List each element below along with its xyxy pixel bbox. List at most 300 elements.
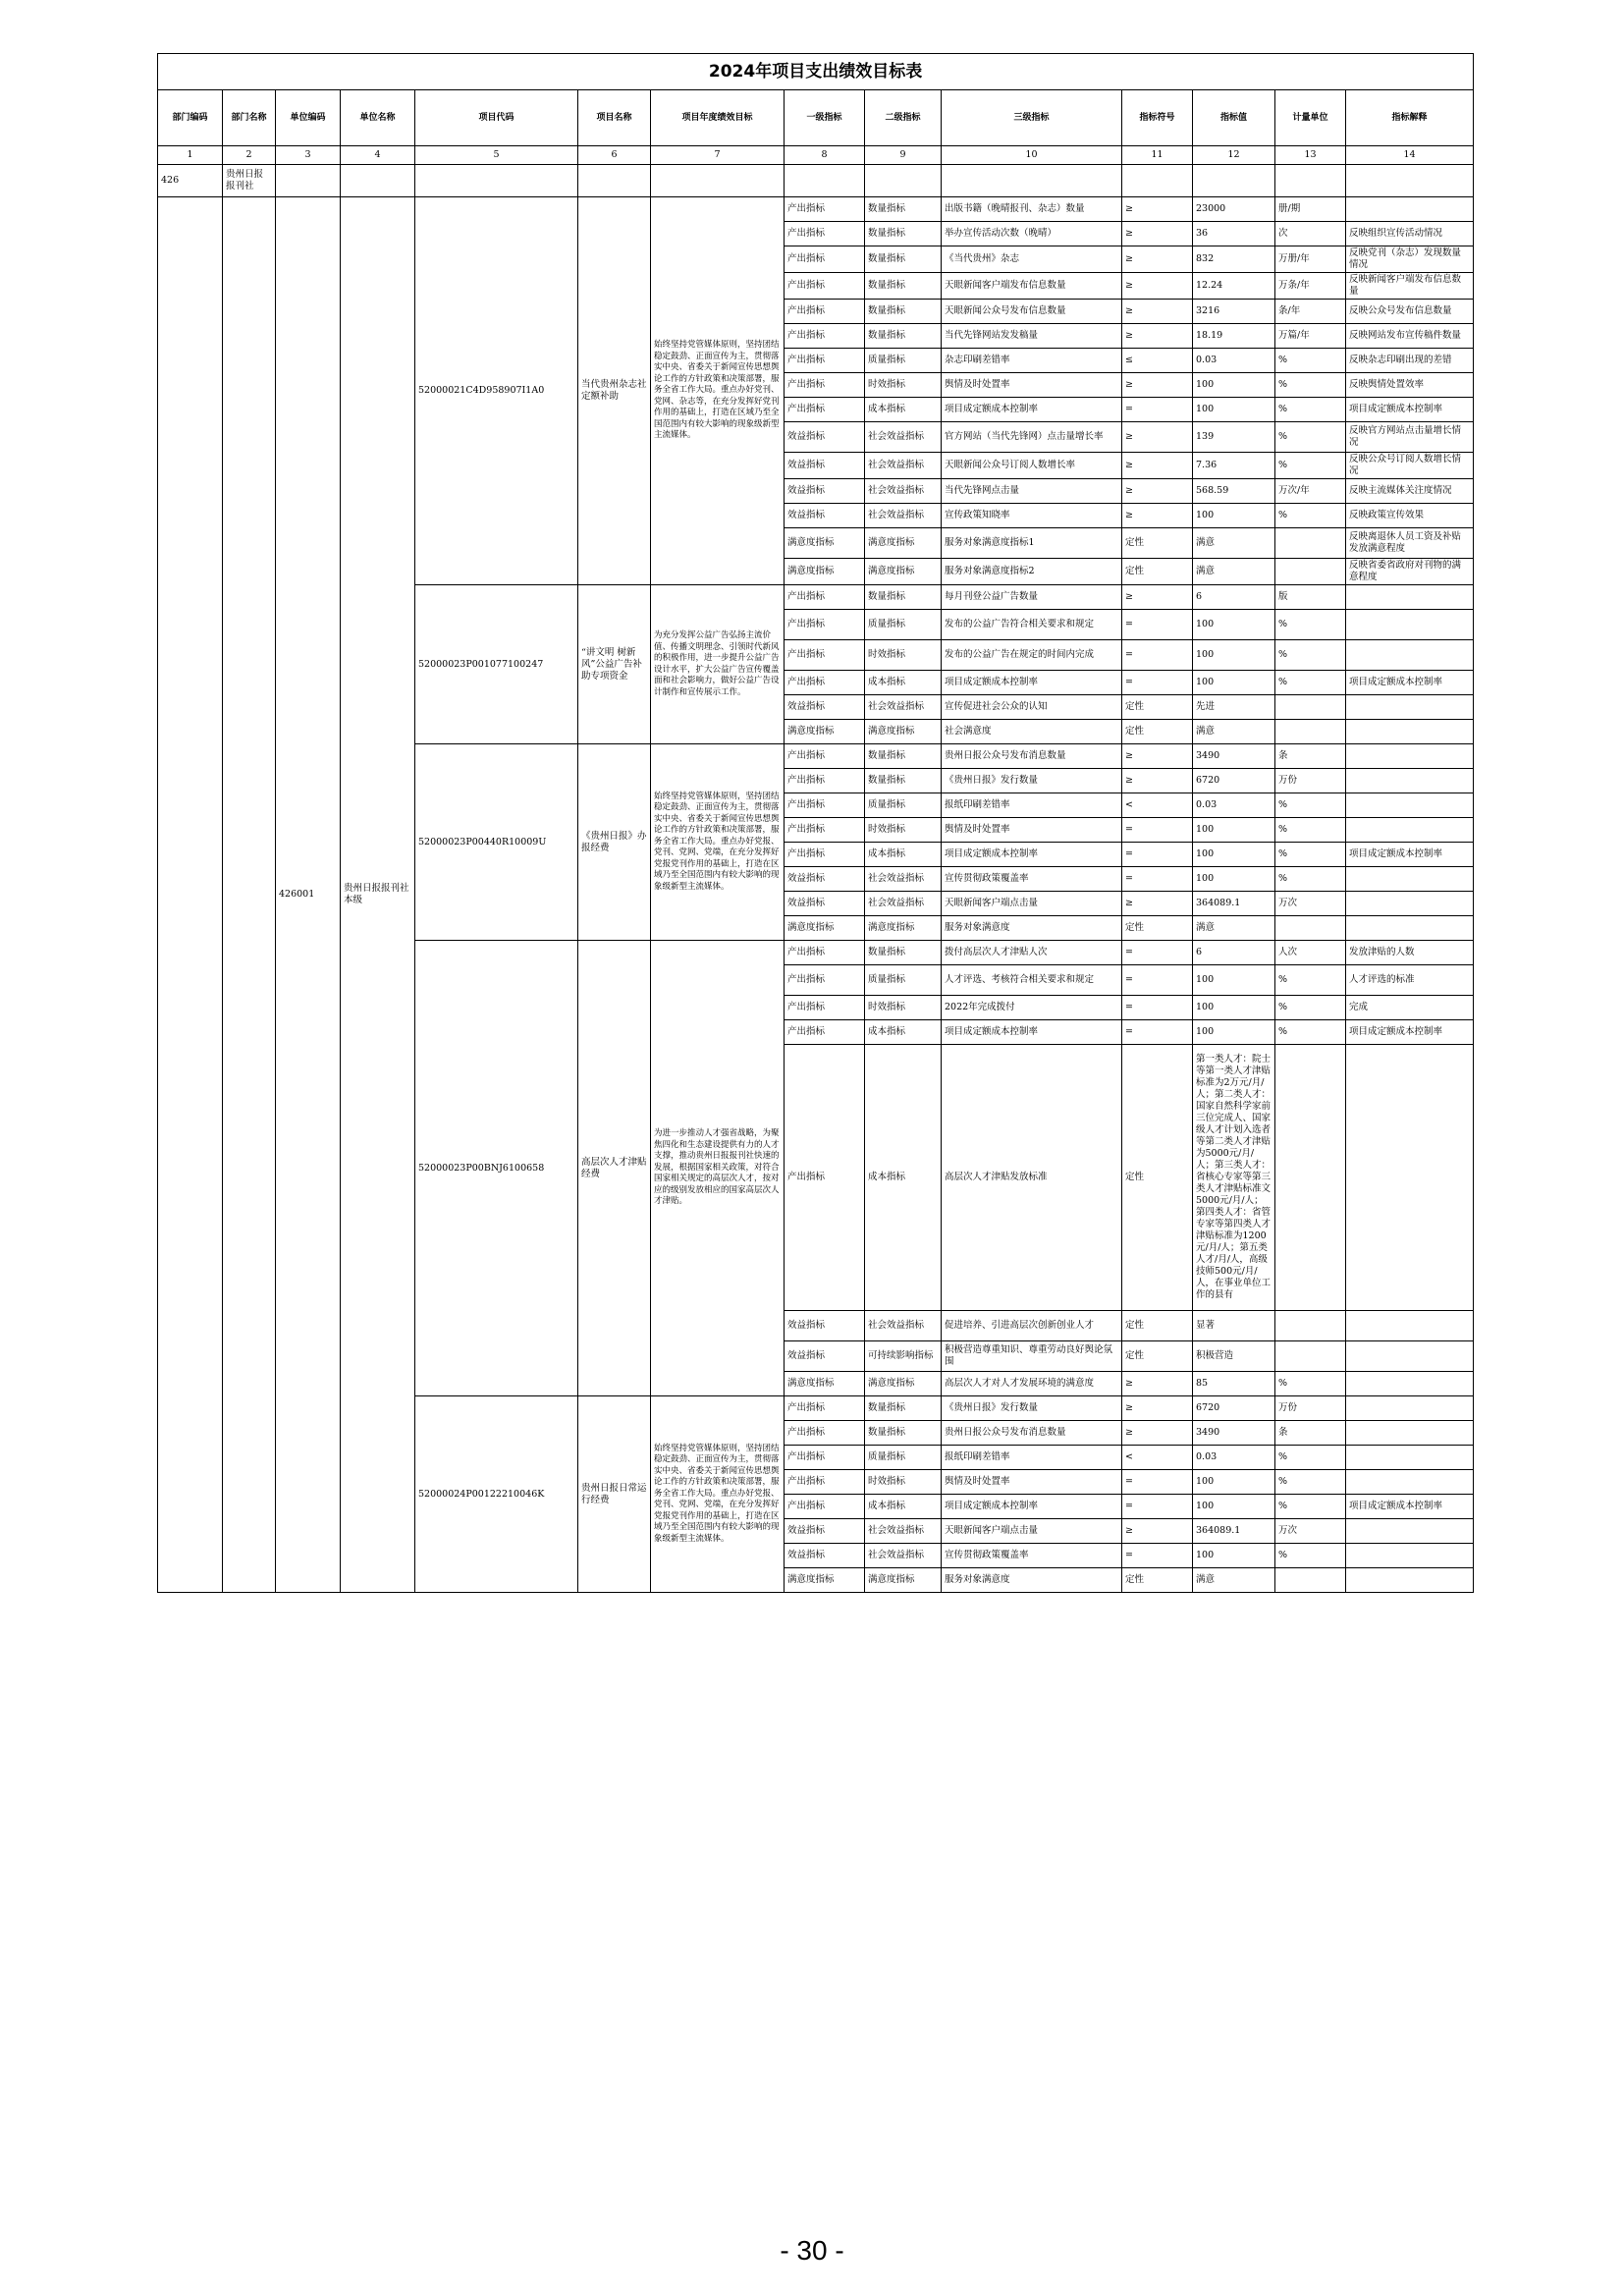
indicator-value: 568.59 bbox=[1193, 479, 1275, 504]
dept-name: 贵州日报报刊社 bbox=[223, 165, 276, 197]
indicator-level3: 贵州日报公众号发布消息数量 bbox=[942, 744, 1122, 769]
indicator-explanation bbox=[1346, 1568, 1474, 1593]
indicator-symbol: 定性 bbox=[1122, 720, 1193, 744]
indicator-level1: 产出指标 bbox=[785, 1020, 865, 1045]
indicator-level3: 当代先锋网点击量 bbox=[942, 479, 1122, 504]
header-cell: 指标符号 bbox=[1122, 90, 1193, 146]
indicator-explanation: 反映官方网站点击量增长情况 bbox=[1346, 422, 1474, 453]
indicator-level1: 产出指标 bbox=[785, 222, 865, 246]
column-number: 10 bbox=[942, 146, 1122, 165]
indicator-explanation bbox=[1346, 793, 1474, 818]
indicator-explanation: 反映杂志印刷出现的差错 bbox=[1346, 349, 1474, 373]
performance-target-table bbox=[157, 53, 1474, 1593]
indicator-symbol: = bbox=[1122, 1544, 1193, 1568]
indicator-level1: 产出指标 bbox=[785, 671, 865, 695]
indicator-unit: % bbox=[1275, 1020, 1346, 1045]
indicator-unit bbox=[1275, 1568, 1346, 1593]
indicator-level2: 数量指标 bbox=[865, 1421, 942, 1446]
indicator-value: 100 bbox=[1193, 818, 1275, 843]
indicator-level3: 拨付高层次人才津贴人次 bbox=[942, 941, 1122, 965]
indicator-symbol: ≥ bbox=[1122, 422, 1193, 453]
indicator-explanation: 项目成定额成本控制率 bbox=[1346, 671, 1474, 695]
indicator-level3: 出版书籍（晚晴报刊、杂志）数量 bbox=[942, 197, 1122, 222]
indicator-symbol: = bbox=[1122, 843, 1193, 867]
page-number: - 30 - bbox=[780, 2235, 844, 2266]
indicator-level1: 效益指标 bbox=[785, 1311, 865, 1341]
indicator-explanation: 完成 bbox=[1346, 996, 1474, 1020]
indicator-level1: 产出指标 bbox=[785, 941, 865, 965]
indicator-symbol: ≥ bbox=[1122, 246, 1193, 273]
indicator-level2: 社会效益指标 bbox=[865, 1544, 942, 1568]
indicator-explanation bbox=[1346, 769, 1474, 793]
indicator-level1: 效益指标 bbox=[785, 867, 865, 892]
project-name: 当代贵州杂志社定额补助 bbox=[578, 197, 651, 585]
indicator-explanation: 项目成定额成本控制率 bbox=[1346, 1020, 1474, 1045]
project-goal: 始终坚持党管媒体原则，坚持团结稳定鼓劲、正面宣传为主，贯彻落实中央、省委关于新闻宣传思想舆论工作的方针政策和决策部署，服务全省工作大局。重点办好党刊、党网、杂志等，在充分发挥好党刊作用的基础上，打造在区域乃至全国范围内有较大影响的现象级新型主流媒体。 bbox=[651, 197, 785, 585]
project-goal: 为充分发挥公益广告弘扬主流价值、传播文明理念、引领时代新风的积极作用，进一步提升公益广告设计水平，扩大公益广告宣传覆盖面和社会影响力，做好公益广告设计制作和宣传展示工作。 bbox=[651, 585, 785, 744]
project-goal: 为进一步推动人才强省战略，为聚焦四化和生态建设提供有力的人才支撑，推动贵州日报报刊社快速的发展，根据国家相关政策，对符合国家相关规定的高层次人才，按对应的级别发放相应的国家高层次人才津贴。 bbox=[651, 941, 785, 1396]
indicator-unit: % bbox=[1275, 398, 1346, 422]
indicator-level1: 满意度指标 bbox=[785, 916, 865, 941]
indicator-symbol: ≥ bbox=[1122, 892, 1193, 916]
column-number: 6 bbox=[578, 146, 651, 165]
indicator-level1: 满意度指标 bbox=[785, 559, 865, 585]
indicator-unit: % bbox=[1275, 1544, 1346, 1568]
indicator-value: 36 bbox=[1193, 222, 1275, 246]
indicator-level2: 可持续影响指标 bbox=[865, 1341, 942, 1372]
indicator-level2: 质量指标 bbox=[865, 610, 942, 640]
project-name: 《贵州日报》办报经费 bbox=[578, 744, 651, 941]
project-code: 52000024P00122210046K bbox=[415, 1396, 578, 1593]
indicator-level2: 社会效益指标 bbox=[865, 695, 942, 720]
indicator-level1: 产出指标 bbox=[785, 1495, 865, 1519]
indicator-level2: 社会效益指标 bbox=[865, 892, 942, 916]
indicator-explanation: 反映组织宣传活动情况 bbox=[1346, 222, 1474, 246]
indicator-level2: 数量指标 bbox=[865, 769, 942, 793]
indicator-explanation bbox=[1346, 1446, 1474, 1470]
indicator-value: 100 bbox=[1193, 1544, 1275, 1568]
indicator-level1: 效益指标 bbox=[785, 453, 865, 479]
indicator-level3: 积极营造尊重知识、尊重劳动良好舆论氛围 bbox=[942, 1341, 1122, 1372]
indicator-unit bbox=[1275, 1341, 1346, 1372]
indicator-explanation: 反映舆情处置效率 bbox=[1346, 373, 1474, 398]
indicator-symbol: 定性 bbox=[1122, 1341, 1193, 1372]
indicator-level3: 宣传贯彻政策覆盖率 bbox=[942, 1544, 1122, 1568]
indicator-level3: 报纸印刷差错率 bbox=[942, 793, 1122, 818]
indicator-explanation: 项目成定额成本控制率 bbox=[1346, 1495, 1474, 1519]
header-cell: 单位编码 bbox=[276, 90, 341, 146]
indicator-level1: 效益指标 bbox=[785, 479, 865, 504]
header-cell: 项目名称 bbox=[578, 90, 651, 146]
indicator-level2: 成本指标 bbox=[865, 843, 942, 867]
indicator-unit: % bbox=[1275, 349, 1346, 373]
indicator-level3: 官方网站（当代先锋网）点击量增长率 bbox=[942, 422, 1122, 453]
indicator-level2: 数量指标 bbox=[865, 1396, 942, 1421]
indicator-level1: 产出指标 bbox=[785, 843, 865, 867]
indicator-value: 0.03 bbox=[1193, 349, 1275, 373]
indicator-explanation bbox=[1346, 1341, 1474, 1372]
column-number: 8 bbox=[785, 146, 865, 165]
indicator-level1: 产出指标 bbox=[785, 818, 865, 843]
indicator-unit bbox=[1275, 695, 1346, 720]
indicator-value: 364089.1 bbox=[1193, 892, 1275, 916]
indicator-level1: 产出指标 bbox=[785, 793, 865, 818]
header-cell: 指标解释 bbox=[1346, 90, 1474, 146]
indicator-value: 12.24 bbox=[1193, 273, 1275, 300]
indicator-value: 6720 bbox=[1193, 769, 1275, 793]
indicator-level2: 数量指标 bbox=[865, 941, 942, 965]
indicator-level2: 社会效益指标 bbox=[865, 504, 942, 528]
indicator-unit: 人次 bbox=[1275, 941, 1346, 965]
indicator-level1: 产出指标 bbox=[785, 324, 865, 349]
indicator-level2: 满意度指标 bbox=[865, 720, 942, 744]
header-cell: 一级指标 bbox=[785, 90, 865, 146]
header-cell: 三级指标 bbox=[942, 90, 1122, 146]
indicator-level3: 《贵州日报》发行数量 bbox=[942, 769, 1122, 793]
indicator-level2: 社会效益指标 bbox=[865, 422, 942, 453]
indicator-unit: % bbox=[1275, 640, 1346, 671]
indicator-symbol: ≥ bbox=[1122, 300, 1193, 324]
indicator-value: 18.19 bbox=[1193, 324, 1275, 349]
column-number: 11 bbox=[1122, 146, 1193, 165]
indicator-unit: % bbox=[1275, 1446, 1346, 1470]
indicator-level1: 效益指标 bbox=[785, 1544, 865, 1568]
indicator-level3: 当代先锋网站发发稿量 bbox=[942, 324, 1122, 349]
indicator-level3: 高层次人才津贴发放标准 bbox=[942, 1045, 1122, 1311]
indicator-level3: 宣传贯彻政策覆盖率 bbox=[942, 867, 1122, 892]
indicator-level2: 满意度指标 bbox=[865, 1372, 942, 1396]
indicator-level2: 满意度指标 bbox=[865, 916, 942, 941]
indicator-unit: 次 bbox=[1275, 222, 1346, 246]
column-number: 5 bbox=[415, 146, 578, 165]
dept-code-cell bbox=[158, 197, 223, 1593]
indicator-level3: 项目成定额成本控制率 bbox=[942, 1020, 1122, 1045]
table-title: 2024年项目支出绩效目标表 bbox=[158, 54, 1474, 90]
indicator-value: 6720 bbox=[1193, 1396, 1275, 1421]
indicator-unit: 条 bbox=[1275, 744, 1346, 769]
indicator-unit: % bbox=[1275, 1372, 1346, 1396]
indicator-level3: 舆情及时处置率 bbox=[942, 818, 1122, 843]
indicator-unit: % bbox=[1275, 996, 1346, 1020]
indicator-value: 满意 bbox=[1193, 559, 1275, 585]
indicator-level1: 产出指标 bbox=[785, 965, 865, 996]
indicator-value: 100 bbox=[1193, 373, 1275, 398]
indicator-level3: 天眼新闻公众号发布信息数量 bbox=[942, 300, 1122, 324]
indicator-explanation bbox=[1346, 1421, 1474, 1446]
column-number: 9 bbox=[865, 146, 942, 165]
indicator-explanation bbox=[1346, 916, 1474, 941]
indicator-unit: 万份 bbox=[1275, 1396, 1346, 1421]
indicator-symbol: 定性 bbox=[1122, 916, 1193, 941]
indicator-level2: 成本指标 bbox=[865, 671, 942, 695]
indicator-level2: 时效指标 bbox=[865, 996, 942, 1020]
indicator-symbol: = bbox=[1122, 398, 1193, 422]
indicator-value: 100 bbox=[1193, 1470, 1275, 1495]
indicator-symbol: ≥ bbox=[1122, 1421, 1193, 1446]
indicator-value: 100 bbox=[1193, 610, 1275, 640]
indicator-value: 139 bbox=[1193, 422, 1275, 453]
project-goal: 始终坚持党管媒体原则，坚持团结稳定鼓劲、正面宣传为主，贯彻落实中央、省委关于新闻宣传思想舆论工作的方针政策和决策部署，服务全省工作大局。重点办好党报、党刊、党网、党端，在充分发挥好党报党刊作用的基础上，打造在区域乃至全国范围内有较大影响的现象级新型主流媒体。 bbox=[651, 744, 785, 941]
indicator-level2: 数量指标 bbox=[865, 744, 942, 769]
indicator-level2: 数量指标 bbox=[865, 585, 942, 610]
indicator-level1: 满意度指标 bbox=[785, 1568, 865, 1593]
indicator-level3: 舆情及时处置率 bbox=[942, 1470, 1122, 1495]
project-name: 贵州日报日常运行经费 bbox=[578, 1396, 651, 1593]
indicator-symbol: ≥ bbox=[1122, 324, 1193, 349]
indicator-explanation: 反映公众号订阅人数增长情况 bbox=[1346, 453, 1474, 479]
indicator-symbol: = bbox=[1122, 1470, 1193, 1495]
indicator-unit: % bbox=[1275, 504, 1346, 528]
indicator-value: 832 bbox=[1193, 246, 1275, 273]
indicator-value: 满意 bbox=[1193, 916, 1275, 941]
indicator-level2: 数量指标 bbox=[865, 197, 942, 222]
project-name: 高层次人才津贴经费 bbox=[578, 941, 651, 1396]
indicator-symbol: < bbox=[1122, 793, 1193, 818]
indicator-unit: % bbox=[1275, 373, 1346, 398]
indicator-level1: 产出指标 bbox=[785, 197, 865, 222]
indicator-unit: % bbox=[1275, 965, 1346, 996]
indicator-level3: 天眼新闻客户端发布信息数量 bbox=[942, 273, 1122, 300]
indicator-symbol: 定性 bbox=[1122, 695, 1193, 720]
indicator-value: 0.03 bbox=[1193, 1446, 1275, 1470]
indicator-level1: 产出指标 bbox=[785, 300, 865, 324]
indicator-value: 100 bbox=[1193, 1495, 1275, 1519]
indicator-value: 100 bbox=[1193, 996, 1275, 1020]
indicator-level2: 成本指标 bbox=[865, 1045, 942, 1311]
indicator-unit: 条 bbox=[1275, 1421, 1346, 1446]
indicator-level3: 高层次人才对人才发展环境的满意度 bbox=[942, 1372, 1122, 1396]
indicator-level3: 杂志印刷差错率 bbox=[942, 349, 1122, 373]
indicator-symbol: ≤ bbox=[1122, 349, 1193, 373]
header-cell: 指标值 bbox=[1193, 90, 1275, 146]
indicator-value: 第一类人才：院士等第一类人才津贴标准为2万元/月/人；第二类人才：国家自然科学家前三位完成人、国家级人才计划入选者等第二类人才津贴为5000元/月/人；第三类人才：省核心专家等第三类人才津贴标准文5000元/月/人；第四类人才：省管专家等第四类人才津贴标准为1200元/月/人；第五类人才/月/人，高级技师500元/月/人，在事业单位工作的县有 bbox=[1193, 1045, 1275, 1311]
indicator-symbol: = bbox=[1122, 818, 1193, 843]
indicator-value: 积极营造 bbox=[1193, 1341, 1275, 1372]
indicator-level1: 效益指标 bbox=[785, 695, 865, 720]
indicator-level2: 社会效益指标 bbox=[865, 453, 942, 479]
indicator-value: 100 bbox=[1193, 1020, 1275, 1045]
indicator-unit bbox=[1275, 559, 1346, 585]
indicator-level2: 数量指标 bbox=[865, 324, 942, 349]
indicator-level3: 服务对象满意度 bbox=[942, 1568, 1122, 1593]
indicator-value: 100 bbox=[1193, 965, 1275, 996]
indicator-level1: 产出指标 bbox=[785, 1470, 865, 1495]
indicator-level2: 数量指标 bbox=[865, 273, 942, 300]
indicator-explanation bbox=[1346, 1396, 1474, 1421]
indicator-value: 6 bbox=[1193, 941, 1275, 965]
indicator-level3: 社会满意度 bbox=[942, 720, 1122, 744]
header-cell: 二级指标 bbox=[865, 90, 942, 146]
column-number: 7 bbox=[651, 146, 785, 165]
indicator-symbol: ≥ bbox=[1122, 585, 1193, 610]
indicator-symbol: ≥ bbox=[1122, 197, 1193, 222]
indicator-level3: 天眼新闻客户端点击量 bbox=[942, 892, 1122, 916]
indicator-symbol: = bbox=[1122, 610, 1193, 640]
indicator-level3: 项目成定额成本控制率 bbox=[942, 671, 1122, 695]
indicator-level1: 效益指标 bbox=[785, 422, 865, 453]
indicator-explanation: 项目成定额成本控制率 bbox=[1346, 843, 1474, 867]
indicator-value: 100 bbox=[1193, 640, 1275, 671]
indicator-level3: 天眼新闻客户端点击量 bbox=[942, 1519, 1122, 1544]
indicator-level3: 促进培养、引进高层次创新创业人才 bbox=[942, 1311, 1122, 1341]
indicator-level1: 效益指标 bbox=[785, 1519, 865, 1544]
indicator-value: 100 bbox=[1193, 671, 1275, 695]
indicator-unit: 万篇/年 bbox=[1275, 324, 1346, 349]
indicator-explanation bbox=[1346, 818, 1474, 843]
indicator-explanation: 项目成定额成本控制率 bbox=[1346, 398, 1474, 422]
indicator-level3: 宣传促进社会公众的认知 bbox=[942, 695, 1122, 720]
indicator-level2: 数量指标 bbox=[865, 222, 942, 246]
indicator-level1: 效益指标 bbox=[785, 1341, 865, 1372]
indicator-level1: 产出指标 bbox=[785, 996, 865, 1020]
indicator-level3: 举办宣传活动次数（晚晴） bbox=[942, 222, 1122, 246]
indicator-level3: 贵州日报公众号发布消息数量 bbox=[942, 1421, 1122, 1446]
indicator-symbol: ≥ bbox=[1122, 744, 1193, 769]
header-cell: 部门名称 bbox=[223, 90, 276, 146]
indicator-level2: 满意度指标 bbox=[865, 528, 942, 559]
indicator-unit bbox=[1275, 720, 1346, 744]
indicator-value: 100 bbox=[1193, 843, 1275, 867]
indicator-unit: % bbox=[1275, 422, 1346, 453]
indicator-level1: 产出指标 bbox=[785, 1446, 865, 1470]
indicator-symbol: = bbox=[1122, 640, 1193, 671]
indicator-symbol: ≥ bbox=[1122, 1396, 1193, 1421]
indicator-level2: 社会效益指标 bbox=[865, 479, 942, 504]
project-code: 52000023P00440R10009U bbox=[415, 744, 578, 941]
indicator-value: 显著 bbox=[1193, 1311, 1275, 1341]
indicator-unit bbox=[1275, 528, 1346, 559]
indicator-level1: 效益指标 bbox=[785, 892, 865, 916]
header-cell: 单位名称 bbox=[341, 90, 415, 146]
indicator-symbol: = bbox=[1122, 671, 1193, 695]
indicator-unit: 万次/年 bbox=[1275, 479, 1346, 504]
indicator-level1: 产出指标 bbox=[785, 1045, 865, 1311]
indicator-symbol: ≥ bbox=[1122, 479, 1193, 504]
indicator-level2: 时效指标 bbox=[865, 818, 942, 843]
indicator-unit: 万条/年 bbox=[1275, 273, 1346, 300]
indicator-unit: % bbox=[1275, 1495, 1346, 1519]
indicator-symbol: 定性 bbox=[1122, 1045, 1193, 1311]
indicator-explanation: 反映公众号发布信息数量 bbox=[1346, 300, 1474, 324]
header-row bbox=[158, 90, 1474, 146]
indicator-level2: 社会效益指标 bbox=[865, 1311, 942, 1341]
indicator-unit: % bbox=[1275, 818, 1346, 843]
indicator-level2: 满意度指标 bbox=[865, 1568, 942, 1593]
column-number: 2 bbox=[223, 146, 276, 165]
indicator-explanation: 反映党刊（杂志）发现数量情况 bbox=[1346, 246, 1474, 273]
indicator-explanation bbox=[1346, 1372, 1474, 1396]
indicator-symbol: = bbox=[1122, 996, 1193, 1020]
indicator-level3: 报纸印刷差错率 bbox=[942, 1446, 1122, 1470]
indicator-explanation bbox=[1346, 1045, 1474, 1311]
indicator-level1: 产出指标 bbox=[785, 585, 865, 610]
column-number-row bbox=[158, 146, 1474, 165]
indicator-level3: 2022年完成拨付 bbox=[942, 996, 1122, 1020]
indicator-symbol: 定性 bbox=[1122, 528, 1193, 559]
indicator-explanation bbox=[1346, 867, 1474, 892]
indicator-explanation: 发放津贴的人数 bbox=[1346, 941, 1474, 965]
unit-name: 贵州日报报刊社本级 bbox=[341, 197, 415, 1593]
column-number: 4 bbox=[341, 146, 415, 165]
column-number: 3 bbox=[276, 146, 341, 165]
indicator-symbol: ≥ bbox=[1122, 453, 1193, 479]
indicator-level3: 项目成定额成本控制率 bbox=[942, 843, 1122, 867]
indicator-explanation bbox=[1346, 892, 1474, 916]
indicator-level2: 成本指标 bbox=[865, 398, 942, 422]
indicator-level1: 产出指标 bbox=[785, 610, 865, 640]
indicator-level1: 产出指标 bbox=[785, 640, 865, 671]
indicator-symbol: ≥ bbox=[1122, 222, 1193, 246]
indicator-level3: 宣传政策知晓率 bbox=[942, 504, 1122, 528]
indicator-symbol: = bbox=[1122, 941, 1193, 965]
indicator-explanation bbox=[1346, 585, 1474, 610]
indicator-explanation: 反映网站发布宣传稿件数量 bbox=[1346, 324, 1474, 349]
indicator-symbol: ≥ bbox=[1122, 273, 1193, 300]
table-row bbox=[158, 197, 1474, 222]
indicator-level3: 项目成定额成本控制率 bbox=[942, 1495, 1122, 1519]
indicator-explanation bbox=[1346, 1544, 1474, 1568]
indicator-unit: % bbox=[1275, 793, 1346, 818]
indicator-level1: 满意度指标 bbox=[785, 528, 865, 559]
indicator-unit: % bbox=[1275, 610, 1346, 640]
indicator-value: 100 bbox=[1193, 398, 1275, 422]
indicator-value: 0.03 bbox=[1193, 793, 1275, 818]
indicator-unit: % bbox=[1275, 1470, 1346, 1495]
indicator-value: 3216 bbox=[1193, 300, 1275, 324]
column-number: 12 bbox=[1193, 146, 1275, 165]
department-row bbox=[158, 165, 1474, 197]
indicator-value: 满意 bbox=[1193, 528, 1275, 559]
indicator-unit: % bbox=[1275, 843, 1346, 867]
indicator-level1: 满意度指标 bbox=[785, 1372, 865, 1396]
column-number: 13 bbox=[1275, 146, 1346, 165]
indicator-level3: 服务对象满意度指标1 bbox=[942, 528, 1122, 559]
indicator-symbol: ≥ bbox=[1122, 1372, 1193, 1396]
indicator-explanation bbox=[1346, 695, 1474, 720]
indicator-symbol: ≥ bbox=[1122, 504, 1193, 528]
indicator-explanation: 反映主流媒体关注度情况 bbox=[1346, 479, 1474, 504]
indicator-symbol: = bbox=[1122, 1495, 1193, 1519]
indicator-unit: 万册/年 bbox=[1275, 246, 1346, 273]
indicator-value: 100 bbox=[1193, 504, 1275, 528]
indicator-unit: 册/期 bbox=[1275, 197, 1346, 222]
indicator-explanation bbox=[1346, 640, 1474, 671]
indicator-explanation bbox=[1346, 1470, 1474, 1495]
indicator-level3: 发布的公益广告符合相关要求和规定 bbox=[942, 610, 1122, 640]
indicator-level2: 时效指标 bbox=[865, 640, 942, 671]
indicator-level1: 满意度指标 bbox=[785, 720, 865, 744]
indicator-level2: 成本指标 bbox=[865, 1495, 942, 1519]
column-number: 1 bbox=[158, 146, 223, 165]
indicator-level1: 产出指标 bbox=[785, 349, 865, 373]
column-number: 14 bbox=[1346, 146, 1474, 165]
indicator-value: 先进 bbox=[1193, 695, 1275, 720]
indicator-level3: 服务对象满意度 bbox=[942, 916, 1122, 941]
indicator-symbol: ≥ bbox=[1122, 769, 1193, 793]
indicator-level1: 产出指标 bbox=[785, 398, 865, 422]
indicator-symbol: ≥ bbox=[1122, 1519, 1193, 1544]
indicator-level2: 数量指标 bbox=[865, 246, 942, 273]
indicator-explanation bbox=[1346, 1519, 1474, 1544]
indicator-value: 7.36 bbox=[1193, 453, 1275, 479]
indicator-explanation: 反映省委省政府对刊物的满意程度 bbox=[1346, 559, 1474, 585]
indicator-unit: 版 bbox=[1275, 585, 1346, 610]
indicator-level3: 每月刊登公益广告数量 bbox=[942, 585, 1122, 610]
indicator-level2: 成本指标 bbox=[865, 1020, 942, 1045]
indicator-level3: 服务对象满意度指标2 bbox=[942, 559, 1122, 585]
indicator-explanation bbox=[1346, 197, 1474, 222]
indicator-unit: % bbox=[1275, 867, 1346, 892]
